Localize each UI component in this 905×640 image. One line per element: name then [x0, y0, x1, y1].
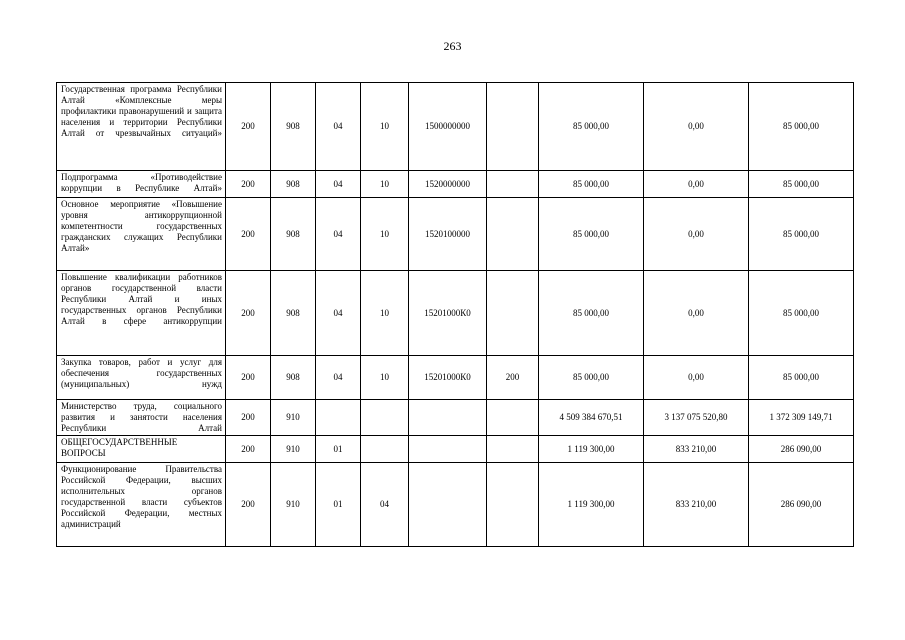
- row-name-cell: Закупка товаров, работ и услуг для обеспечения государственных (муниципальных) нужд: [57, 356, 226, 400]
- amount-third-col-cell: 85 000,00: [749, 198, 854, 271]
- amount-third-col-cell: 286 090,00: [749, 463, 854, 547]
- table-row: [57, 171, 854, 198]
- target-article-col-cell: 15201000К0: [409, 356, 487, 400]
- page-number: 263: [443, 39, 462, 53]
- amount-second-col-cell: 0,00: [644, 83, 749, 171]
- amount-total-col-cell: 85 000,00: [539, 356, 644, 400]
- expense-type-col-cell: [487, 400, 539, 436]
- expense-type-col-cell: [487, 436, 539, 463]
- amount-third-col-cell: 85 000,00: [749, 356, 854, 400]
- ministry-col-cell: 908: [271, 271, 316, 356]
- section-col-cell: 04: [316, 198, 361, 271]
- amount-second-col-cell: 0,00: [644, 198, 749, 271]
- subsection-col-cell: 10: [361, 198, 409, 271]
- table-row: [57, 356, 854, 400]
- amount-total-col-cell: 1 119 300,00: [539, 463, 644, 547]
- row-name-cell: ОБЩЕГОСУДАРСТВЕННЫЕ ВОПРОСЫ: [57, 436, 226, 463]
- ministry-col-cell: 910: [271, 436, 316, 463]
- section-col-cell: [316, 400, 361, 436]
- amount-third-col-cell: 85 000,00: [749, 83, 854, 171]
- target-article-col-cell: [409, 436, 487, 463]
- amount-third-col-cell: 85 000,00: [749, 171, 854, 198]
- code-col-cell: 200: [226, 198, 271, 271]
- subsection-col-cell: 10: [361, 271, 409, 356]
- subsection-col-cell: [361, 400, 409, 436]
- row-name-cell: Основное мероприятие «Повышение уровня антикоррупционной компетентности государственных гражданских служащих Республики Алтай»: [57, 198, 226, 271]
- section-col-cell: 01: [316, 463, 361, 547]
- target-article-col-cell: 1520000000: [409, 171, 487, 198]
- budget-table: [56, 82, 854, 547]
- subsection-col-cell: 10: [361, 356, 409, 400]
- ministry-col-cell: 908: [271, 198, 316, 271]
- table-row: [57, 198, 854, 271]
- subsection-col-cell: 10: [361, 83, 409, 171]
- amount-second-col-cell: 0,00: [644, 271, 749, 356]
- code-col-cell: 200: [226, 171, 271, 198]
- target-article-col-cell: [409, 463, 487, 547]
- code-col-cell: 200: [226, 400, 271, 436]
- amount-total-col-cell: 85 000,00: [539, 198, 644, 271]
- table-row: [57, 463, 854, 547]
- code-col-cell: 200: [226, 463, 271, 547]
- ministry-col-cell: 910: [271, 400, 316, 436]
- section-col-cell: 04: [316, 356, 361, 400]
- target-article-col-cell: 1520100000: [409, 198, 487, 271]
- code-col-cell: 200: [226, 271, 271, 356]
- amount-second-col-cell: 3 137 075 520,80: [644, 400, 749, 436]
- expense-type-col-cell: [487, 271, 539, 356]
- expense-type-col-cell: [487, 171, 539, 198]
- amount-second-col-cell: 833 210,00: [644, 436, 749, 463]
- target-article-col-cell: [409, 400, 487, 436]
- code-col-cell: 200: [226, 436, 271, 463]
- amount-second-col-cell: 0,00: [644, 356, 749, 400]
- expense-type-col-cell: [487, 83, 539, 171]
- target-article-col-cell: 1500000000: [409, 83, 487, 171]
- amount-total-col-cell: 85 000,00: [539, 171, 644, 198]
- target-article-col-cell: 15201000К0: [409, 271, 487, 356]
- section-col-cell: 01: [316, 436, 361, 463]
- expense-type-col-cell: [487, 463, 539, 547]
- subsection-col-cell: 10: [361, 171, 409, 198]
- table-row: [57, 400, 854, 436]
- subsection-col-cell: 04: [361, 463, 409, 547]
- section-col-cell: 04: [316, 83, 361, 171]
- row-name-cell: Функционирование Правительства Российской Федерации, высших исполнительных органов государственной власти субъектов Российской Федерации, местных администраций: [57, 463, 226, 547]
- table-row: [57, 271, 854, 356]
- ministry-col-cell: 908: [271, 83, 316, 171]
- amount-second-col-cell: 0,00: [644, 171, 749, 198]
- expense-type-col-cell: 200: [487, 356, 539, 400]
- expense-type-col-cell: [487, 198, 539, 271]
- row-name-cell: Повышение квалификации работников органов государственной власти Республики Алтай и иных государственных органов Республики Алтай в сфере антикоррупции: [57, 271, 226, 356]
- amount-third-col-cell: 85 000,00: [749, 271, 854, 356]
- section-col-cell: 04: [316, 171, 361, 198]
- ministry-col-cell: 908: [271, 356, 316, 400]
- table-row: [57, 436, 854, 463]
- amount-third-col-cell: 1 372 309 149,71: [749, 400, 854, 436]
- row-name-cell: Подпрограмма «Противодействие коррупции в Республике Алтай»: [57, 171, 226, 198]
- amount-third-col-cell: 286 090,00: [749, 436, 854, 463]
- amount-total-col-cell: 4 509 384 670,51: [539, 400, 644, 436]
- code-col-cell: 200: [226, 83, 271, 171]
- amount-total-col-cell: 1 119 300,00: [539, 436, 644, 463]
- amount-total-col-cell: 85 000,00: [539, 271, 644, 356]
- amount-second-col-cell: 833 210,00: [644, 463, 749, 547]
- ministry-col-cell: 908: [271, 171, 316, 198]
- code-col-cell: 200: [226, 356, 271, 400]
- row-name-cell: Государственная программа Республики Алтай «Комплексные меры профилактики правонарушений и защита населения и территории Республики Алтай от чрезвычайных ситуаций»: [57, 83, 226, 171]
- amount-total-col-cell: 85 000,00: [539, 83, 644, 171]
- ministry-col-cell: 910: [271, 463, 316, 547]
- subsection-col-cell: [361, 436, 409, 463]
- row-name-cell: Министерство труда, социального развития и занятости населения Республики Алтай: [57, 400, 226, 436]
- table-row: [57, 83, 854, 171]
- section-col-cell: 04: [316, 271, 361, 356]
